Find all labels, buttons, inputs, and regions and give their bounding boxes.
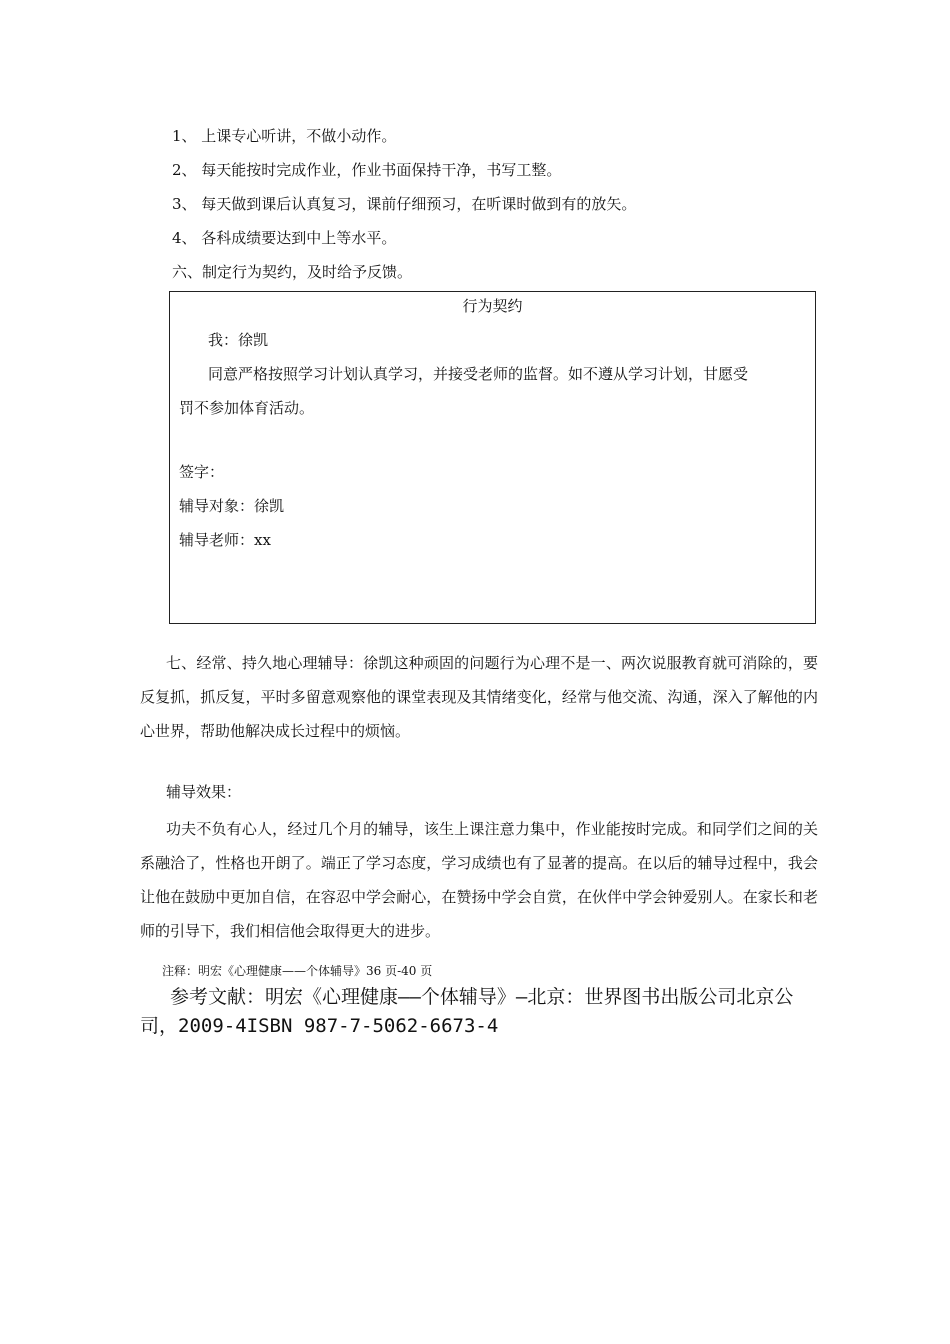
signature-teacher: 辅导老师：xx — [179, 531, 271, 549]
list-item-4: 4、 各科成绩要达到中上等水平。 — [172, 229, 397, 247]
effect-heading: 辅导效果： — [166, 783, 242, 801]
section-6-heading: 六、制定行为契约，及时给予反馈。 — [172, 263, 413, 281]
contract-body-line-2: 罚不参加体育活动。 — [179, 399, 315, 417]
section-7-paragraph: 七、经常、持久地心理辅导：徐凯这种顽固的问题行为心理不是一、两次说服教育就可消除的，要反复抓，抓反复，平时多留意观察他的课堂表现及其情绪变化，经常与他交流、沟通，深入了解他的内心世界，帮助他解决成长过程中的烦恼。 — [140, 654, 818, 740]
list-item-3: 3、 每天做到课后认真复习，课前仔细预习，在听课时做到有的放矢。 — [172, 195, 637, 213]
list-item-2: 2、 每天能按时完成作业，作业书面保持干净，书写工整。 — [172, 161, 562, 179]
footnote: 注释：明宏《心理健康——个体辅导》36 页-40 页 — [162, 964, 433, 978]
signature-label: 签字： — [179, 463, 225, 481]
contract-title: 行为契约 — [462, 297, 523, 315]
signature-subject: 辅导对象：徐凯 — [179, 497, 285, 515]
contract-party: 我：徐凯 — [208, 331, 269, 349]
effect-paragraph: 功夫不负有心人，经过几个月的辅导，该生上课注意力集中，作业能按时完成。和同学们之间的关系融洽了，性格也开朗了。端正了学习态度，学习成绩也有了显著的提高。在以后的辅导过程中，我会让他在鼓励中更加自信，在容忍中学会耐心，在赞扬中学会自赏，在伙伴中学会钟爱别人。在家长和老师的引导下，我们相信他会取得更大的进步。 — [140, 820, 818, 940]
contract-body-line-1: 同意严格按照学习计划认真学习，并接受老师的监督。如不遵从学习计划，甘愿受 — [208, 365, 749, 383]
list-item-1: 1、 上课专心听讲，不做小动作。 — [172, 127, 397, 145]
reference: 参考文献：明宏《心理健康——个体辅导》—北京：世界图书出版公司北京公司，2009-4ISBN 987-7-5062-6673-4 — [140, 986, 794, 1037]
behavior-contract-box — [169, 291, 816, 624]
